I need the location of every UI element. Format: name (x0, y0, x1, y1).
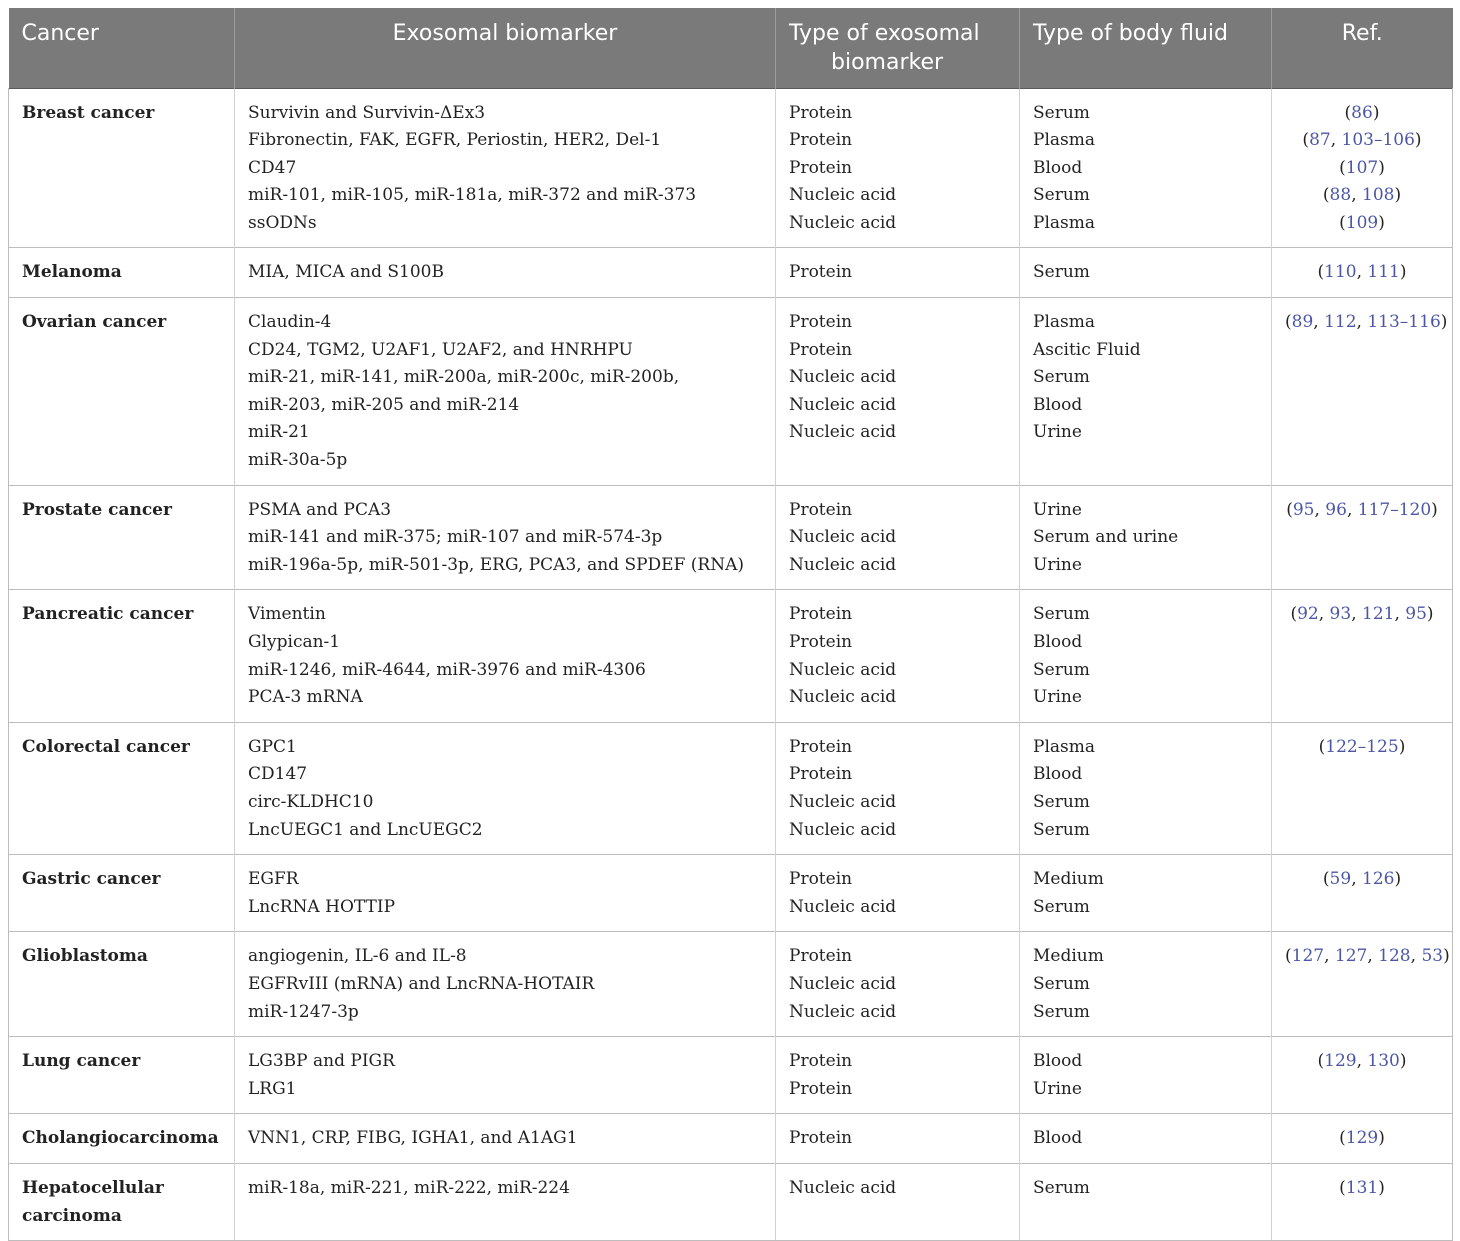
type-cell-line: Nucleic acid (789, 185, 897, 206)
ref-cell (1272, 932, 1453, 1037)
reference-link[interactable]: 93 (1329, 604, 1352, 625)
fluid-cell (1020, 855, 1272, 932)
cancer-cell (9, 722, 235, 854)
ref-line: (127, 127, 128, 53) (1285, 946, 1450, 967)
reference-link[interactable]: 113–116 (1367, 312, 1441, 333)
type-cell (776, 248, 1020, 298)
ref-line: (89, 112, 113–116) (1285, 312, 1448, 333)
reference-link[interactable]: 88 (1329, 185, 1352, 206)
type-cell-line: Nucleic acid (789, 422, 897, 443)
reference-link[interactable]: 131 (1345, 1177, 1379, 1198)
table-row (9, 855, 1453, 932)
header-biomarker: Exosomal biomarker (235, 8, 776, 88)
type-cell-line: Protein (789, 604, 853, 625)
type-cell (776, 88, 1020, 248)
fluid-cell-line: Blood (1033, 764, 1083, 785)
cancer-cell (9, 1037, 235, 1114)
reference-link[interactable]: 129 (1345, 1128, 1379, 1149)
cancer-cell-line: Pancreatic cancer (22, 604, 194, 625)
biomarker-cell (235, 485, 776, 590)
biomarker-cell-line: CD24, TGM2, U2AF1, U2AF2, and HNRHPU (248, 339, 633, 360)
cancer-cell-line: Prostate cancer (22, 499, 172, 520)
biomarker-cell-line: miR-21, miR-141, miR-200a, miR-200c, miR-200b, (248, 367, 680, 388)
header-fluid: Type of body fluid (1020, 8, 1272, 88)
type-cell-line: Protein (789, 312, 853, 333)
cancer-cell (9, 88, 235, 248)
type-cell-line: Nucleic acid (789, 896, 897, 917)
reference-link[interactable]: 86 (1351, 102, 1373, 123)
fluid-cell-line: Urine (1033, 422, 1082, 443)
ref-line: (95, 96, 117–120) (1286, 499, 1438, 520)
fluid-cell (1020, 932, 1272, 1037)
reference-link[interactable]: 127 (1334, 946, 1368, 967)
type-cell-line: Nucleic acid (789, 973, 897, 994)
fluid-cell-line: Serum (1033, 659, 1090, 680)
reference-link[interactable]: 121 (1362, 604, 1395, 625)
biomarker-cell-line: GPC1 (248, 736, 297, 757)
biomarker-cell-line: LncRNA HOTTIP (248, 896, 396, 917)
type-cell-line: Nucleic acid (789, 1177, 897, 1198)
ref-line: (110, 111) (1317, 262, 1407, 283)
biomarker-cell-line: miR-203, miR-205 and miR-214 (248, 394, 520, 415)
type-cell-line: Nucleic acid (789, 394, 897, 415)
reference-link[interactable]: 127 (1291, 946, 1325, 967)
cancer-cell (9, 932, 235, 1037)
fluid-cell-line: Serum (1033, 791, 1090, 812)
reference-link[interactable]: 95 (1405, 604, 1427, 625)
fluid-cell (1020, 1114, 1272, 1164)
fluid-cell-line: Serum (1033, 1001, 1090, 1022)
fluid-cell-line: Plasma (1033, 130, 1095, 151)
ref-cell (1272, 855, 1453, 932)
cancer-cell-line: Lung cancer (22, 1051, 141, 1072)
type-cell-line: Protein (789, 339, 853, 360)
reference-link[interactable]: 107 (1345, 157, 1379, 178)
table-row (9, 932, 1453, 1037)
ref-line: (109) (1339, 212, 1385, 233)
cancer-cell (9, 590, 235, 722)
ref-cell (1272, 1163, 1453, 1240)
cancer-cell-line: Gastric cancer (22, 869, 161, 890)
fluid-cell-line: Serum (1033, 896, 1090, 917)
biomarker-cell (235, 248, 776, 298)
reference-link[interactable]: 122–125 (1325, 736, 1399, 757)
cancer-cell-line: Cholangiocarcinoma (22, 1128, 219, 1149)
biomarker-cell-line: miR-30a-5p (248, 450, 348, 471)
ref-line: (88, 108) (1322, 185, 1402, 206)
fluid-cell-line: Plasma (1033, 736, 1095, 757)
type-cell (776, 485, 1020, 590)
type-cell-line: Nucleic acid (789, 659, 897, 680)
fluid-cell-line: Plasma (1033, 312, 1095, 333)
type-cell (776, 1163, 1020, 1240)
type-cell-line: Nucleic acid (789, 367, 897, 388)
biomarker-cell (235, 88, 776, 248)
biomarker-cell-line: VNN1, CRP, FIBG, IGHA1, and A1AG1 (248, 1128, 578, 1149)
fluid-cell-line: Medium (1033, 869, 1104, 890)
biomarker-cell-line: angiogenin, IL-6 and IL-8 (248, 946, 467, 967)
fluid-cell-line: Serum (1033, 102, 1090, 123)
table-row (9, 248, 1453, 298)
ref-line: (131) (1339, 1177, 1385, 1198)
fluid-cell-line: Blood (1033, 1128, 1083, 1149)
type-cell-line: Protein (789, 499, 853, 520)
cancer-cell (9, 298, 235, 486)
cancer-cell (9, 485, 235, 590)
table-header (9, 8, 1453, 88)
reference-link[interactable]: 128 (1378, 946, 1411, 967)
biomarker-cell (235, 932, 776, 1037)
fluid-cell-line: Serum (1033, 262, 1090, 283)
type-cell-line: Protein (789, 764, 853, 785)
type-cell (776, 1037, 1020, 1114)
header-cancer: Cancer (9, 8, 235, 88)
biomarker-cell-line: Fibronectin, FAK, EGFR, Periostin, HER2, Del-1 (248, 130, 662, 151)
fluid-cell-line: Serum (1033, 185, 1090, 206)
fluid-cell (1020, 298, 1272, 486)
table-row (9, 1114, 1453, 1164)
ref-cell (1272, 1114, 1453, 1164)
fluid-cell (1020, 248, 1272, 298)
reference-link[interactable]: 87 (1309, 130, 1331, 151)
reference-link[interactable]: 103–106 (1341, 130, 1415, 151)
fluid-cell-line: Urine (1033, 687, 1082, 708)
biomarker-cell-line: PCA-3 mRNA (248, 687, 363, 708)
biomarker-cell-line: ssODNs (248, 212, 317, 233)
cancer-cell (9, 855, 235, 932)
type-cell-line: Protein (789, 632, 853, 652)
ref-line: (92, 93, 121, 95) (1290, 604, 1434, 625)
type-cell (776, 932, 1020, 1037)
biomarker-cell (235, 590, 776, 722)
reference-link[interactable]: 129 (1324, 1051, 1357, 1072)
table-row (9, 298, 1453, 486)
fluid-cell-line: Blood (1033, 632, 1083, 652)
type-cell-line: Nucleic acid (789, 212, 897, 233)
biomarker-cell-line: EGFRvIII (mRNA) and LncRNA-HOTAIR (248, 973, 595, 994)
reference-link[interactable]: 92 (1297, 604, 1319, 625)
reference-link[interactable]: 109 (1345, 212, 1379, 233)
reference-link[interactable]: 95 (1292, 499, 1315, 520)
biomarker-cell-line: circ-KLDHC10 (248, 791, 374, 812)
ref-line: (129, 130) (1317, 1051, 1407, 1072)
biomarker-table (8, 8, 1453, 1241)
cancer-cell-line: Colorectal cancer (22, 736, 190, 757)
type-cell (776, 722, 1020, 854)
type-cell-line: Protein (789, 102, 853, 123)
biomarker-cell-line: miR-1246, miR-4644, miR-3976 and miR-4306 (248, 659, 646, 680)
header-type-line2: biomarker (831, 50, 944, 75)
reference-link[interactable]: 59 (1329, 869, 1352, 890)
cancer-cell (9, 248, 235, 298)
cancer-cell-line: Melanoma (22, 262, 122, 283)
biomarker-cell-line: Survivin and Survivin-ΔEx3 (248, 102, 486, 123)
type-cell-line: Nucleic acid (789, 1001, 897, 1022)
biomarker-cell (235, 1163, 776, 1240)
biomarker-cell-line: LRG1 (248, 1078, 297, 1099)
table-row (9, 88, 1453, 248)
fluid-cell-line: Serum (1033, 819, 1090, 840)
table-row (9, 722, 1453, 854)
type-cell (776, 855, 1020, 932)
biomarker-cell-line: MIA, MICA and S100B (248, 262, 444, 283)
biomarker-cell (235, 298, 776, 486)
fluid-cell (1020, 1163, 1272, 1240)
ref-line: (107) (1339, 157, 1385, 178)
type-cell-line: Protein (789, 736, 853, 757)
header-ref: Ref. (1272, 8, 1453, 88)
type-cell-line: Protein (789, 1051, 853, 1072)
ref-cell (1272, 485, 1453, 590)
cancer-cell (9, 1114, 235, 1164)
fluid-cell (1020, 485, 1272, 590)
type-cell-line: Nucleic acid (789, 687, 897, 708)
fluid-cell-line: Serum (1033, 367, 1090, 388)
reference-link[interactable]: 89 (1291, 312, 1314, 333)
ref-line: (122–125) (1318, 736, 1406, 757)
reference-link[interactable]: 96 (1325, 499, 1347, 520)
type-cell (776, 298, 1020, 486)
type-cell-line: Protein (789, 946, 853, 967)
reference-link[interactable]: 112 (1324, 312, 1357, 333)
fluid-cell-line: Blood (1033, 157, 1083, 178)
table-row (9, 1037, 1453, 1114)
ref-cell (1272, 248, 1453, 298)
ref-line: (129) (1339, 1128, 1385, 1149)
biomarker-cell-line: CD47 (248, 157, 297, 178)
reference-link[interactable]: 117–120 (1357, 499, 1432, 520)
biomarker-cell-line: CD147 (248, 764, 308, 785)
reference-link[interactable]: 130 (1367, 1051, 1400, 1072)
fluid-cell (1020, 1037, 1272, 1114)
table-row (9, 590, 1453, 722)
biomarker-cell-line: miR-101, miR-105, miR-181a, miR-372 and miR-373 (248, 185, 697, 206)
biomarker-cell (235, 1114, 776, 1164)
biomarker-cell-line: miR-21 (248, 422, 310, 443)
type-cell-line: Nucleic acid (789, 791, 897, 812)
fluid-cell-line: Blood (1033, 1051, 1083, 1072)
biomarker-cell-line: miR-141 and miR-375; miR-107 and miR-574-3p (248, 527, 663, 548)
biomarker-cell-line: Vimentin (248, 604, 326, 625)
type-cell-line: Protein (789, 869, 853, 890)
biomarker-cell-line: LncUEGC1 and LncUEGC2 (248, 819, 483, 840)
biomarker-cell-line: Claudin-4 (248, 312, 332, 333)
ref-line: (86) (1344, 102, 1380, 123)
reference-link[interactable]: 53 (1421, 946, 1444, 967)
biomarker-cell-line: LG3BP and PIGR (248, 1051, 395, 1072)
type-cell-line: Protein (789, 130, 853, 151)
ref-cell (1272, 590, 1453, 722)
type-cell-line: Protein (789, 157, 853, 178)
reference-link[interactable]: 126 (1362, 869, 1395, 890)
type-cell-line: Protein (789, 1078, 853, 1099)
ref-cell (1272, 298, 1453, 486)
type-cell-line: Nucleic acid (789, 554, 897, 575)
fluid-cell-line: Serum (1033, 604, 1090, 625)
fluid-cell-line: Urine (1033, 1078, 1082, 1099)
biomarker-cell-line: Glypican-1 (248, 632, 341, 652)
cancer-cell-line: Hepatocellular (22, 1177, 164, 1198)
type-cell (776, 1114, 1020, 1164)
type-cell-line: Nucleic acid (789, 527, 897, 548)
fluid-cell-line: Serum (1033, 973, 1090, 994)
ref-cell (1272, 1037, 1453, 1114)
fluid-cell (1020, 88, 1272, 248)
fluid-cell (1020, 722, 1272, 854)
ref-cell (1272, 722, 1453, 854)
biomarker-cell-line: miR-1247-3p (248, 1001, 359, 1022)
reference-link[interactable]: 110 (1324, 262, 1357, 283)
ref-line: (59, 126) (1322, 869, 1402, 890)
header-type (776, 8, 1020, 88)
fluid-cell-line: Plasma (1033, 212, 1095, 233)
biomarker-cell-line: EGFR (248, 869, 299, 890)
biomarker-cell-line: PSMA and PCA3 (248, 499, 392, 520)
ref-line: (87, 103–106) (1302, 130, 1422, 151)
biomarker-cell-line: miR-18a, miR-221, miR-222, miR-224 (248, 1177, 570, 1198)
biomarker-cell (235, 722, 776, 854)
fluid-cell-line: Serum and urine (1033, 527, 1179, 548)
header-type-line1: Type of exosomal (789, 21, 980, 46)
biomarker-cell (235, 1037, 776, 1114)
table-row (9, 485, 1453, 590)
table-row (9, 1163, 1453, 1240)
cancer-cell-line: carcinoma (22, 1205, 122, 1226)
fluid-cell-line: Blood (1033, 394, 1083, 415)
cancer-cell-line: Glioblastoma (22, 946, 148, 967)
fluid-cell-line: Urine (1033, 499, 1082, 520)
fluid-cell-line: Urine (1033, 554, 1082, 575)
reference-link[interactable]: 111 (1367, 262, 1400, 283)
type-cell (776, 590, 1020, 722)
biomarker-cell-line: miR-196a-5p, miR-501-3p, ERG, PCA3, and SPDEF (RNA) (248, 554, 744, 575)
fluid-cell-line: Serum (1033, 1177, 1090, 1198)
ref-cell (1272, 88, 1453, 248)
cancer-cell (9, 1163, 235, 1240)
cancer-cell-line: Ovarian cancer (22, 312, 167, 333)
type-cell-line: Protein (789, 262, 853, 283)
type-cell-line: Nucleic acid (789, 819, 897, 840)
fluid-cell-line: Medium (1033, 946, 1104, 967)
fluid-cell (1020, 590, 1272, 722)
fluid-cell-line: Ascitic Fluid (1033, 339, 1141, 360)
reference-link[interactable]: 108 (1362, 185, 1395, 206)
biomarker-cell (235, 855, 776, 932)
table-body (9, 88, 1453, 1241)
type-cell-line: Protein (789, 1128, 853, 1149)
cancer-cell-line: Breast cancer (22, 102, 155, 123)
